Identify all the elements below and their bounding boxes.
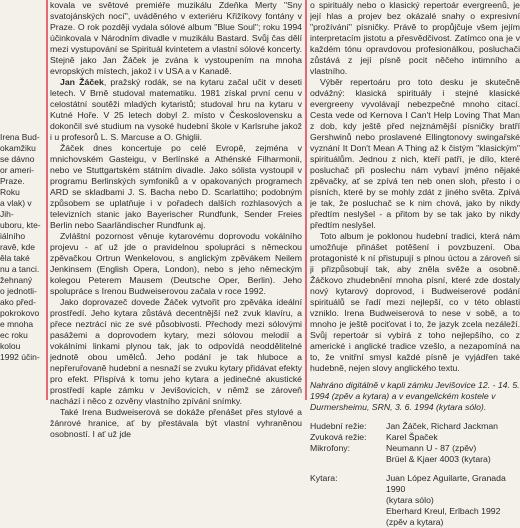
left-column-line: [0, 363, 44, 374]
credit-label: Mikrofony:: [310, 443, 351, 453]
left-column-line: a vlak) v Jih-: [0, 198, 32, 219]
body-paragraph: Žáček dnes koncertuje po celé Evropě, zejména v mnichovském Gasteigu, v Berlínské a Athénské Filharmonii, nebo ve Stuttgartském státním divadle. Jako sólista vystoupil v programu Berlinských symfoniků a v opakovaných programech ARD se skladbami J. S. Bacha nebo D. Scarlattiho; podobným způsobem se uplatňuje i v pořadech dalších rozhlasových a televizních stanic jako Bayerischer Rundfunk, Sender Freies Berlin nebo Saarländischer Rundfunk aj.: [50, 143, 302, 230]
credit-value: Neumann U - 87 (zpěv): [386, 443, 477, 453]
left-column-line: Irena Bud-: [0, 132, 40, 142]
left-column-line: ravě, kde: [0, 242, 35, 252]
guitar-entry: Eberhard Kreul, Erlbach 1992: [386, 506, 501, 516]
left-column-line: [0, 22, 44, 33]
left-column: [0, 0, 44, 385]
credit-value: Jan Žáček, Richard Jackman: [386, 421, 499, 431]
credit-row: [310, 443, 520, 465]
body-paragraph: Také Irena Budweiserová se dokáže přenášet přes stylové a žánrové hranice, ať by přestávala být vlastní vyhraněnou osobností. I ať už jde: [50, 407, 302, 439]
right-column-text: [310, 0, 520, 374]
body-paragraph: Výběr repertoáru pro toto desku je skutečně odvážný: klasická spirituály i stejné klasické evergreeny vyvolávají nebezpečné mnoho citací. Cesta vede od Kernova I Can't Help Loving That Man z dob, kdy ještě před nejznámější písničky bratří Gershwinů nebo proslavené Ellingtonovy swingařské vyznání It Don't Mean A Thing až k čistým "klasickým" spirituálům. Jednou z nich, kteří patří, je dílo, které posluchač při poslechu nám vybaví jméno nějaké zpěvačky, ať se zpívá ten neb onen sloh, přesto i o písních, které by se mohly zdát z jiného světa. Zpívá je tak, že posluchač se k nim chová, jako by nikdy předtím neslyšel - a přitom by se tak jako by nikdy předtím neslyšel.: [310, 77, 520, 230]
guitar-entry: (kytara sólo): [386, 495, 434, 505]
body-paragraph: Jan Žáček, pražský rodák, se na kytaru začal učit v deseti letech. V Brně studoval matematiku. 1981 získal první cenu v celostátní soutěži mladých kytaristů; studoval hru na kytaru v Kutné Hoře. V 25 letech dobyl 2. místo v Československu a dokončil své studium na vysoké hudební škole v Karlsruhe jakož i u profesorů L. S. Marcuse a O. Ghiglii.: [50, 77, 302, 142]
left-column-line: okamžiku: [0, 143, 36, 153]
margin-rule-left: [46, 0, 48, 400]
credit-value: Karel Špaček: [386, 432, 438, 442]
left-column-line: [0, 66, 44, 77]
left-column-line: nu a tanci.: [0, 264, 40, 274]
credit-values: [386, 432, 520, 443]
right-column: [310, 0, 520, 528]
left-column-line: [0, 33, 44, 44]
left-column-text: [0, 0, 44, 385]
left-column-line: se dávno: [0, 154, 35, 164]
left-column-line: ako před-: [0, 297, 36, 307]
left-column-line: [0, 55, 44, 66]
credit-row: [310, 432, 520, 443]
body-paragraph: kovala ve světové premiéře muzikálu Zdeňka Merty "Sny svatojánských nocí", uváděného v exteriéru Křižíkovy fontány v Praze. O rok později vydala sólové album "Blue Soul"; roku 1994 účinkovala v Národním divadle v muzikálu Bastard. Svůj čas dělí mezi vystupování se Spirituál kvintetem a vlastní sólové koncerty. Stejně jako Jan Žáček je zvána k vystoupením na mnoha evropských místech, jakož i v USA a v Kanadě.: [50, 0, 302, 76]
left-column-line: [0, 374, 44, 385]
left-column-line: [0, 11, 44, 22]
credit-values: [386, 421, 520, 432]
left-column-line: [0, 0, 44, 11]
left-column-line: e mnoha: [0, 319, 34, 329]
left-column-line: [0, 77, 44, 88]
guitars-label: Kytara:: [310, 473, 338, 483]
body-paragraph: Toto album je poklonou hudební tradici, která nám umožňuje přinášet potěšení i povzbuzení. Oba protagonisté k ní přistupují s plnou úctou a zároveň si ji přizpůsobují tak, aby zněla svěže a osobně. Žáčkovo zhudebnění mnoha písní, které zde dostaly nový kytarový doprovod, i Budweiserové podání spirituálů se řadí mezi nejlepší, co v této oblasti vzniklo. Irena Budweiserová to nese v sobě, a to mnoho je ještě pociťovat i to, že jazyk zcela nezáleží. Svůj repertoár si vybírá z toho nejlepšího, co z americké i anglické tradice vzešlo, a nezapomíná na to, že vnitřní smysl každé písně je vyjádřen také hudebně, nejen slovy anglického textu.: [310, 231, 520, 373]
credit-values: [386, 443, 520, 465]
credit-value: Brüel & Kjaer 4003 (kytara): [386, 454, 491, 464]
left-column-line: ec roku: [0, 330, 28, 340]
left-column-line: [0, 88, 44, 99]
body-paragraph: Jako doprovazeč dovede Žáček vytvořit pro zpěváka ideální prostředí. Jeho kytara zůstává decentnější než zvuk klavíru, a přece neztrácí nic ze své působivosti. Přechody mezi sólovými pasážemi a doprovodem kytary, mezi sólovou melodií a vokálními linkami plynou tak, jak to odpovídá neoddělitelné jednotě obou umělců. Jeho podání je tak hluboce a nepřeruřovaně hudební a nesnaží se zvuku kytary přidávat efekty pro efekt. Přispívá k tomu jeho kytara a jedinečné akustické prostředí kaple zámku v Jevišovicích, v němž se zároveň nachází i něco z ozvěny vlastního zpívání snímky.: [50, 297, 302, 406]
middle-column-text: [50, 0, 302, 440]
left-column-line: pokrokovo: [0, 308, 40, 318]
left-column-line: [0, 99, 44, 110]
left-column-line: [0, 110, 44, 121]
left-column-line: uboru, kte-: [0, 220, 41, 230]
credit-row: [310, 421, 520, 432]
left-column-line: kolou: [0, 341, 21, 351]
left-column-line: žehnaný: [0, 275, 33, 285]
credits-block: [310, 421, 520, 465]
guitars-block: [310, 473, 520, 528]
left-column-line: ěla také: [0, 253, 30, 263]
left-column-line: [0, 121, 44, 132]
guitar-entry: (zpěv a kytara): [386, 517, 444, 527]
guitar-entry: Juan López Aguilarte, Granada 1990: [386, 473, 506, 494]
body-paragraph: o spirituály nebo o klasický repertoár evergreenů, je její hlas a projev bez okázalé snahy o expresivní "prožívání" písničky. Právě to propůjčuje všem jejím interpretacím jistotu a přesvědčivost. Zatímco ona je v každém tónu opravdovou profesionálkou, posluchači zůstává z její písně pocit něčeho intimního a vlastního.: [310, 0, 520, 76]
left-column-line: Praze. Roku: [0, 176, 25, 197]
left-column-line: iálního: [0, 231, 26, 241]
margin-rule-middle: [305, 0, 307, 400]
left-column-line: 1992 účin-: [0, 352, 40, 362]
credit-label: Hudební režie:: [310, 421, 367, 431]
left-column-line: [0, 44, 44, 55]
credit-label: Zvuková režie:: [310, 432, 367, 442]
paragraph-lead: Jan Žáček: [60, 77, 104, 87]
left-column-line: o jednotli-: [0, 286, 37, 296]
recording-note: Nahráno digitálně v kapli zámku Jevišovice 12. - 14. 5. 1994 (zpěv a kytara) a v evangelickém kostele v Durmersheimu, SRN, 3. 6. 1994 (kytara sólo).: [310, 380, 520, 412]
middle-column: [50, 0, 302, 440]
body-paragraph: Zvláštní pozornost věnuje kytarovému doprovodu vokálního projevu - ať už jde o pravidelnou spolupráci s německou zpěvačkou Ortrun Wenkelovou, s anglickým zpěvákem Neilem Jenkinsem (English Opera, London), nebo s jeho německým kolegou Peterem Mausem (Deutsche Oper, Berlin). Jeho spolupráce s Irenou Budweiserovou začala v roce 1992.: [50, 231, 302, 296]
left-column-line: or ameri-: [0, 165, 35, 175]
